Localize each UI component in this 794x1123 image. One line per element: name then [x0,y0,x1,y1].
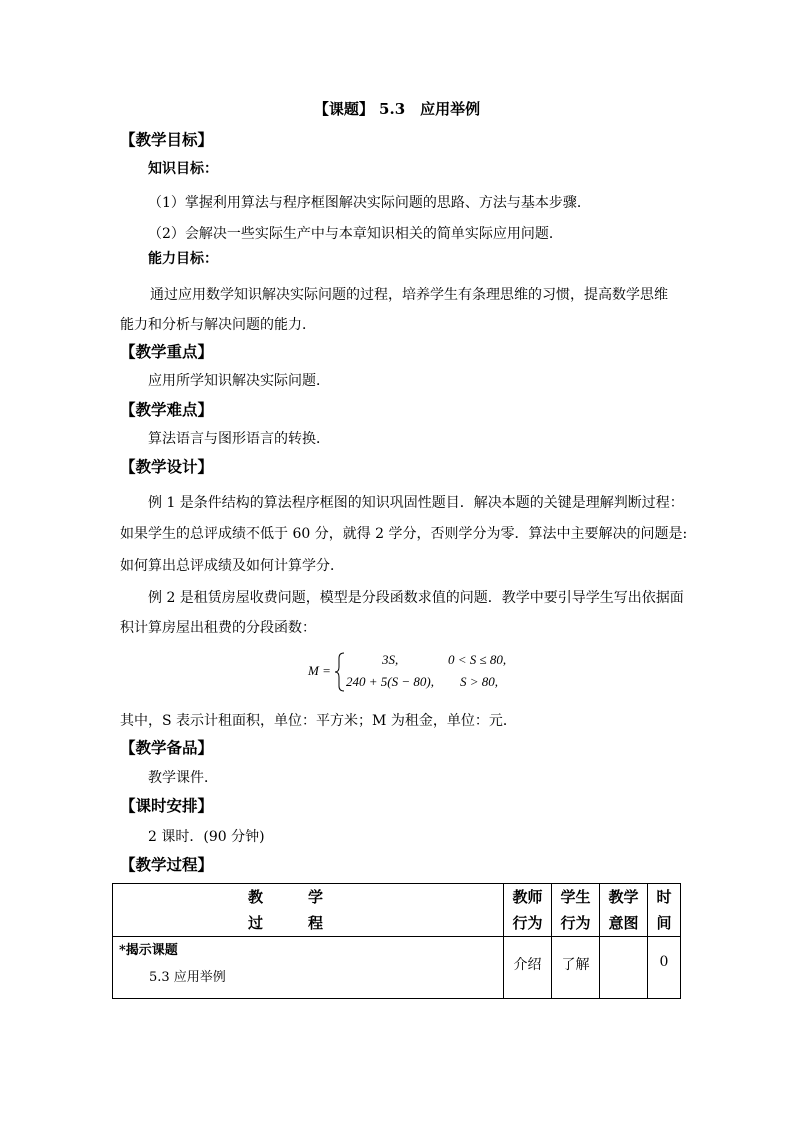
difficulties-text: 算法语言与图形语言的转换． [148,431,330,447]
design-para1-line2: 如果学生的总评成绩不低于 60 分，就得 2 学分，否则学分为零．算法中主要解决的问题是: [120,526,688,542]
design-para2-line2: 积计算房屋出租费的分段函数： [120,620,316,636]
teacher-action-cell: 介绍 [504,937,552,999]
schedule-heading: 【课时安排】 [120,796,214,815]
formula-case1-cond: 0 < S ≤ 80, [448,652,507,667]
design-note: 其中，S 表示计租面积，单位：平方米；M 为租金，单位：元． [120,713,517,729]
header-process: 教 学 过 程 [113,884,504,937]
formula-case2-expr: 240 + 5(S − 80), [346,674,434,689]
objectives-heading: 【教学目标】 [120,130,214,149]
table-header-row [113,884,681,937]
teaching-intent-cell [600,937,648,999]
time-cell: 0 [648,937,681,999]
formula-case2-cond: S > 80, [460,674,499,689]
student-action-cell: 了解 [552,937,600,999]
header-teaching-intent: 教学 意图 [600,884,648,937]
difficulties-heading: 【教学难点】 [120,400,214,419]
process-content-cell [113,937,504,999]
key-points-heading: 【教学重点】 [120,342,214,361]
design-para1-line3: 如何算出总评成绩及如何计算学分． [120,558,344,574]
table-row [113,937,681,999]
materials-text: 教学课件． [148,770,218,786]
knowledge-objective-label: 知识目标： [148,161,218,177]
header-time: 时 间 [648,884,681,937]
header-teacher-action: 教师 行为 [504,884,552,937]
left-brace-icon [334,652,346,692]
materials-heading: 【教学备品】 [120,738,214,757]
knowledge-item-1: （1）掌握利用算法与程序框图解决实际问题的思路、方法与基本步骤． [148,195,591,211]
schedule-text: 2 课时．(90 分钟) [148,829,265,845]
ability-line-1: 通过应用数学知识解决实际问题的过程，培养学生有条理思维的习惯，提高数学思维 [150,287,668,303]
process-heading: 【教学过程】 [120,855,214,874]
key-points-text: 应用所学知识解决实际问题． [148,373,330,389]
ability-line-2: 能力和分析与解决问题的能力． [120,317,316,333]
design-para1-line1: 例 1 是条件结构的算法程序框图的知识巩固性题目．解决本题的关键是理解判断过程： [148,495,684,511]
ability-objective-label: 能力目标： [148,251,218,267]
design-para2-line1: 例 2 是租赁房屋收费问题，模型是分段函数求值的问题．教学中要引导学生写出依据面 [148,590,684,606]
process-table [112,883,681,999]
section-content: 5.3 应用举例 [149,970,226,985]
piecewise-formula [308,652,538,692]
formula-lhs: M = [308,663,331,678]
section-title: *揭示课题 [119,943,178,958]
design-heading: 【教学设计】 [120,457,214,476]
header-student-action: 学生 行为 [552,884,600,937]
page-title: 【课题】 5.3 应用举例 [313,100,481,118]
knowledge-item-2: （2）会解决一些实际生产中与本章知识相关的简单实际应用问题． [148,226,563,242]
formula-case1-expr: 3S, [382,652,399,667]
